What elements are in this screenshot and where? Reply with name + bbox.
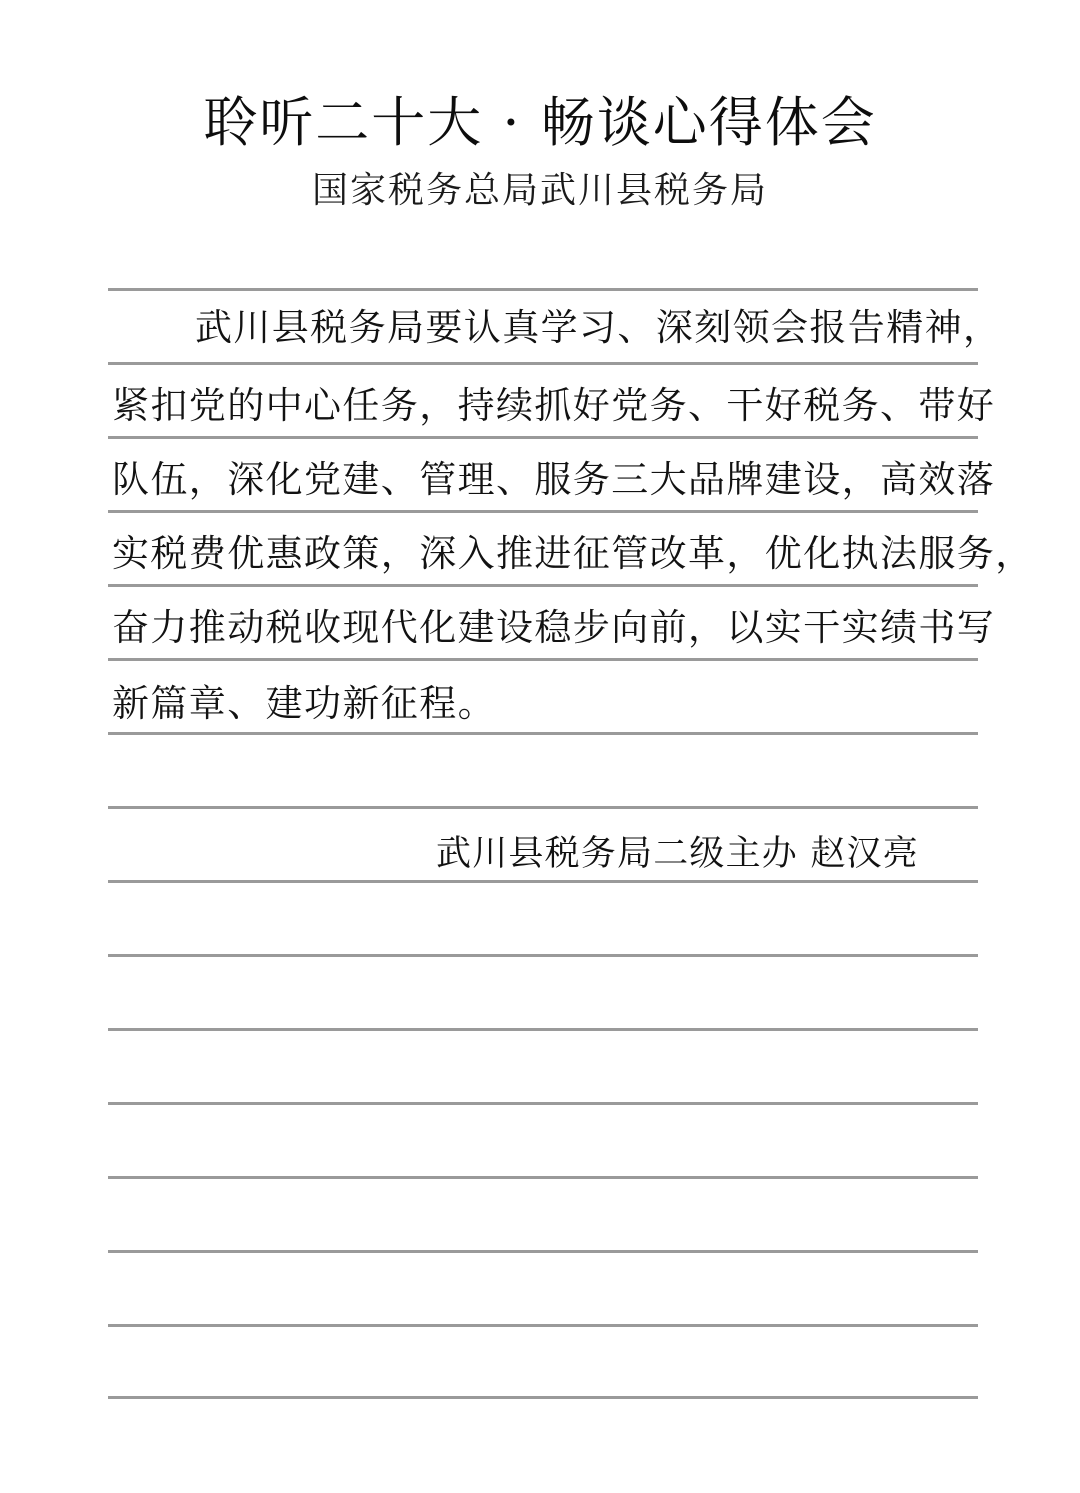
ruled-line (108, 288, 978, 291)
body-line-1: 武川县税务局要认真学习、深刻领会报告精神， (195, 306, 1002, 349)
body-line-4: 实税费优惠政策，深入推进征管改革，优化执法服务， (112, 532, 1034, 575)
ruled-line (108, 1324, 978, 1327)
ruled-line (108, 436, 978, 439)
ruled-line (108, 510, 978, 513)
ruled-line (108, 658, 978, 661)
page-title: 聆听二十大 · 畅谈心得体会 (203, 91, 877, 154)
ruled-line (108, 732, 978, 735)
author-signature: 武川县税务局二级主办 赵汉亮 (436, 834, 919, 874)
ruled-line (108, 806, 978, 809)
body-line-3: 队伍，深化党建、管理、服务三大品牌建设，高效落 (112, 458, 996, 501)
ruled-line (108, 954, 978, 957)
ruled-line (108, 1102, 978, 1105)
ruled-line (108, 362, 978, 365)
ruled-line (108, 1176, 978, 1179)
ruled-line (108, 1396, 978, 1399)
ruled-line (108, 1028, 978, 1031)
body-line-5: 奋力推动税收现代化建设稳步向前，以实干实绩书写 (112, 606, 996, 649)
body-line-2: 紧扣党的中心任务，持续抓好党务、干好税务、带好 (112, 384, 996, 427)
ruled-line (108, 584, 978, 587)
ruled-line (108, 1250, 978, 1253)
body-line-6: 新篇章、建功新征程。 (112, 682, 496, 725)
page-subtitle: 国家税务总局武川县税务局 (311, 170, 768, 211)
